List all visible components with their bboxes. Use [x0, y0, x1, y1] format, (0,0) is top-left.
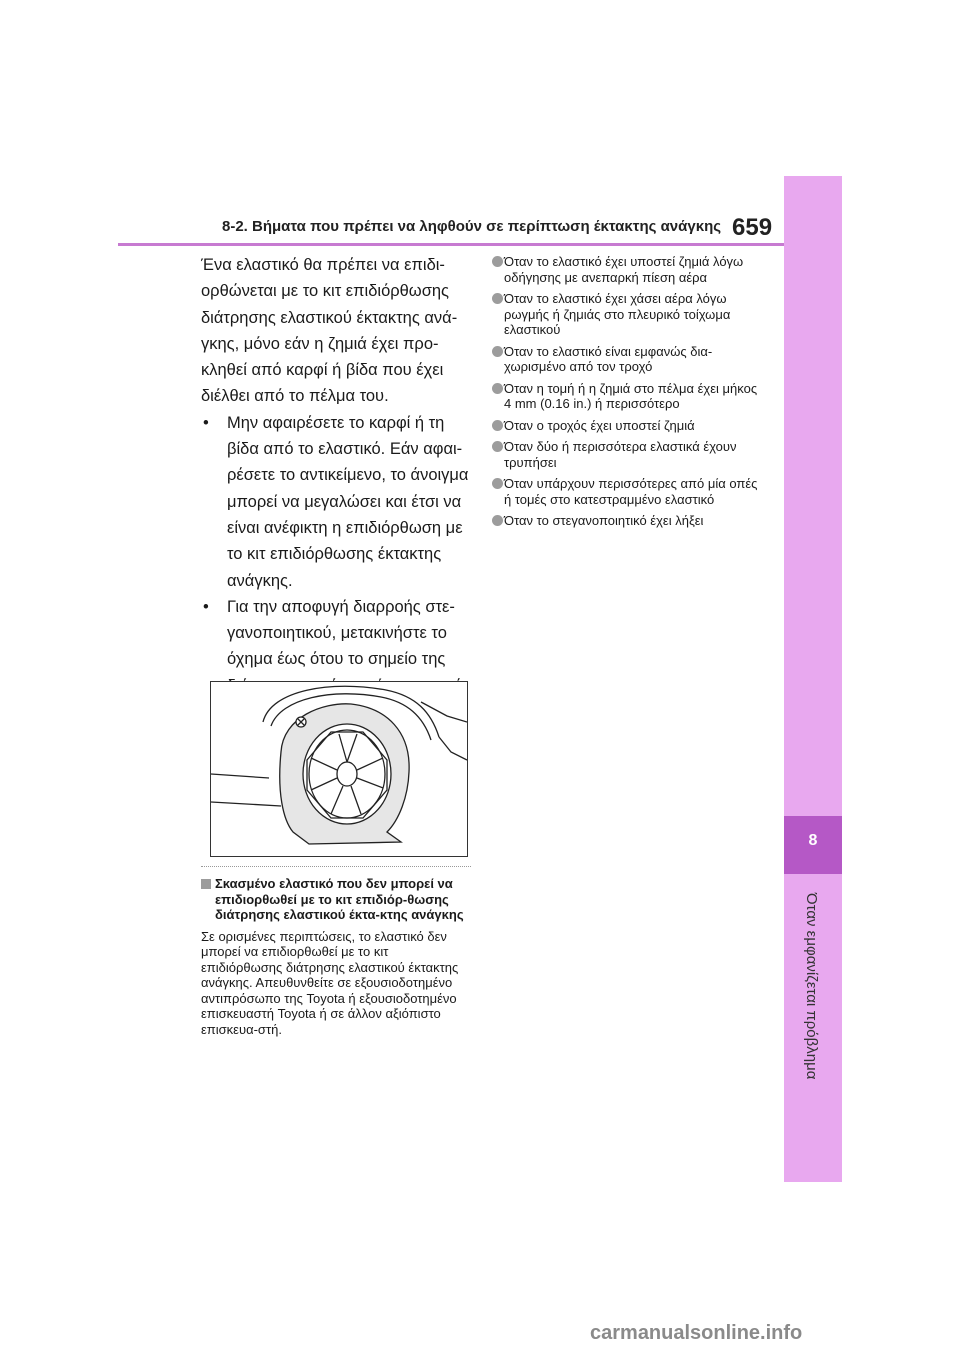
- bullet-text: Για την αποφυγή διαρροής στε-γανοποιητικού, μετακινήστε το όχημα έως ότου το σημείο της: [227, 597, 455, 669]
- list-item: [492, 381, 764, 412]
- bullet-dot: •: [203, 597, 209, 616]
- section-heading-text: Σκασμένο ελαστικό που δεν μπορεί να επιδιορθωθεί με το κιτ επιδιόρ-θωσης διάτρησης ελαστικού έκτα-κτης ανάγκης: [215, 876, 464, 922]
- square-marker-icon: [201, 879, 211, 889]
- circle-bullet-icon: [492, 383, 503, 394]
- condition-text: Όταν το ελαστικό έχει χάσει αέρα λόγω ρωγμής ή ζημιάς στο πλευρικό τοίχωμα ελαστικού: [504, 291, 731, 337]
- list-item: [492, 476, 764, 507]
- section-heading: [201, 876, 473, 923]
- bullet-text: Μην αφαιρέσετε το καρφί ή τη βίδα από το ελαστικό. Εάν αφαι-ρέσετε το αντικείμενο, το άνοιγμα μπορεί να μεγαλώσει και έτσι να είναι ανέφικτη η επιδιόρθωση με το κιτ επιδιόρθωσης έκτακτης ανάγκης.: [227, 413, 469, 590]
- flat-tire-icon: [211, 682, 467, 856]
- condition-text: Όταν δύο ή περισσότερα ελαστικά έχουν τρυπήσει: [504, 439, 737, 470]
- circle-bullet-icon: [492, 420, 503, 431]
- chapter-number: 8: [808, 832, 818, 849]
- section-divider: [201, 866, 471, 867]
- list-item: [492, 439, 764, 470]
- condition-text: Όταν υπάρχουν περισσότερες από μία οπές ή τομές στο κατεστραμμένο ελαστικό: [504, 476, 758, 507]
- circle-bullet-icon: [492, 256, 503, 267]
- header-divider: [118, 243, 842, 246]
- section-body: Σε ορισμένες περιπτώσεις, το ελαστικό δεν μπορεί να επιδιορθωθεί με το κιτ επιδιόρθωσης διάτρησης ελαστικού έκτακτης ανάγκης. Απευθυνθείτε σε εξουσιοδοτημένο αντιπρόσωπο της Toyota ή εξουσιοδοτημένο επισκευαστή Toyota ή σε άλλον αξιόπιστο επισκευα-στή.: [201, 928, 459, 1037]
- circle-bullet-icon: [492, 346, 503, 357]
- list-item: [492, 291, 764, 338]
- section-title: 8-2. Βήματα που πρέπει να ληφθούν σε περίπτωση έκτακτης ανάγκης: [222, 218, 722, 235]
- list-item: [492, 344, 764, 375]
- circle-bullet-icon: [492, 515, 503, 526]
- condition-text: Όταν το στεγανοποιητικό έχει λήξει: [504, 513, 704, 528]
- condition-text: Όταν η τομή ή η ζημιά στο πέλμα έχει μήκος 4 mm (0.16 in.) ή περισσότερο: [504, 380, 758, 411]
- circle-bullet-icon: [492, 293, 503, 304]
- flat-tire-illustration: [210, 681, 468, 857]
- condition-text: Όταν ο τροχός έχει υποστεί ζημιά: [504, 417, 695, 433]
- site-watermark: carmanualsonline.info: [590, 1322, 803, 1344]
- left-column: [201, 252, 471, 752]
- bullet-dot: •: [203, 413, 209, 432]
- condition-text: Όταν το ελαστικό έχει υποστεί ζημιά λόγω οδήγησης με ανεπαρκή πίεση αέρα: [504, 254, 744, 285]
- page-number: 659: [732, 214, 773, 241]
- circle-bullet-icon: [492, 478, 503, 489]
- chapter-label: Όταν εμφανίζεται πρόβλημα: [803, 893, 820, 1080]
- list-item: [492, 513, 764, 529]
- list-item: [201, 410, 471, 594]
- condition-list: [492, 254, 764, 529]
- intro-paragraph: Ένα ελαστικό θα πρέπει να επιδι-ορθώνεται με το κιτ επιδιόρθωσης διάτρησης ελαστικού έκτακτης ανά-γκης, μόνο εάν η ζημιά έχει προ-κληθεί από καρφί ή βίδα που έχει διέλθει από το πέλμα του.: [201, 256, 458, 406]
- non-repairable-section: [201, 876, 473, 1037]
- list-item: [492, 418, 764, 434]
- right-column: [492, 254, 764, 535]
- condition-text: Όταν το ελαστικό είναι εμφανώς δια-χωρισμένο από τον τροχό: [504, 343, 713, 374]
- list-item: [492, 254, 764, 285]
- circle-bullet-icon: [492, 441, 503, 452]
